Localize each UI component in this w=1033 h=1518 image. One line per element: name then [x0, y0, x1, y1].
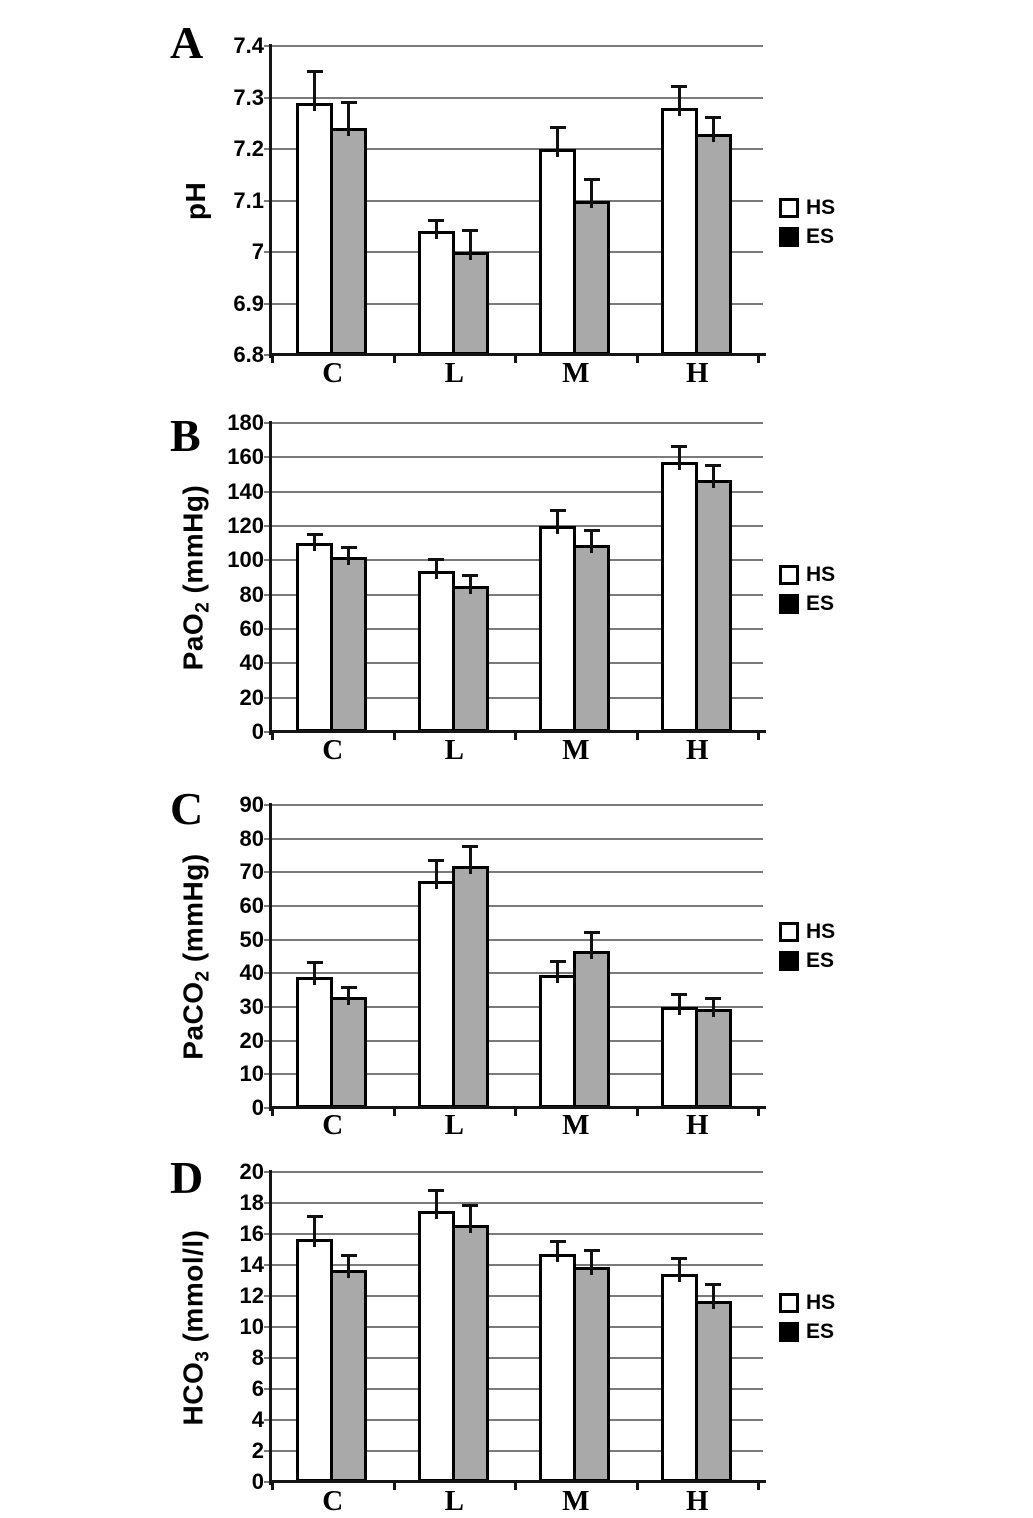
y-axis-label-part: PaCO [177, 981, 209, 1060]
bar-hs-h [661, 108, 698, 355]
x-axis-tick [757, 1482, 760, 1490]
legend-swatch-es [779, 594, 799, 614]
gridline [264, 97, 763, 99]
x-category-label: H [685, 357, 709, 389]
y-tick-label: 20 [239, 1027, 264, 1053]
x-axis-tick [271, 1108, 274, 1116]
bar-hs-m [539, 1254, 576, 1482]
x-category-label: C [322, 734, 344, 766]
bar-es-h [695, 480, 732, 732]
x-axis-line [269, 1106, 766, 1109]
legend-label: ES [806, 949, 835, 972]
bar-es-m [573, 545, 610, 732]
x-axis-tick [393, 1108, 396, 1116]
legend-swatch-hs [779, 198, 799, 218]
error-bar-cap [671, 993, 687, 996]
bar-hs-h [661, 1007, 698, 1108]
y-tick-label: 80 [239, 581, 264, 607]
y-tick-label: 6.8 [233, 342, 264, 367]
gridline [264, 838, 763, 840]
error-bar-cap [307, 533, 323, 536]
gridline [264, 45, 763, 47]
error-bar-stem [313, 72, 316, 111]
bar-es-l [452, 586, 489, 732]
plot-area [272, 1172, 758, 1482]
legend-item [779, 592, 835, 616]
error-bar-cap [550, 126, 566, 129]
error-bar-cap [705, 116, 721, 119]
legend [779, 563, 835, 621]
error-bar-cap [705, 464, 721, 467]
x-axis-tick [514, 1108, 517, 1116]
x-axis-tick [271, 732, 274, 740]
plot-area [272, 805, 758, 1108]
gridline [264, 905, 763, 907]
x-axis-tick [636, 1108, 639, 1116]
error-bar-cap [584, 529, 600, 532]
bar-es-c [330, 557, 367, 732]
y-tick-label: 6 [251, 1376, 264, 1401]
y-tick-label: 40 [239, 650, 264, 676]
x-axis-tick [514, 355, 517, 363]
error-bar-stem [313, 963, 316, 984]
legend-item [779, 1320, 835, 1344]
legend-swatch-es [779, 1322, 799, 1342]
error-bar-stem [469, 576, 472, 594]
bar-es-l [452, 866, 489, 1108]
error-bar-cap [428, 1189, 444, 1192]
bar-hs-l [418, 881, 455, 1108]
legend-swatch-es [779, 951, 799, 971]
x-category-label: C [322, 1485, 344, 1517]
x-axis-tick [636, 355, 639, 363]
error-bar-cap [705, 1283, 721, 1286]
y-tick-label: 0 [251, 1095, 264, 1120]
x-axis-tick [757, 732, 760, 740]
error-bar-stem [712, 466, 715, 488]
bar-hs-h [661, 462, 698, 732]
legend-item [779, 1291, 835, 1315]
bar-hs-c [296, 977, 333, 1108]
error-bar-stem [469, 847, 472, 874]
error-bar-stem [678, 995, 681, 1015]
gridline [264, 1233, 763, 1235]
error-bar-stem [678, 1259, 681, 1283]
legend-item [779, 563, 835, 587]
y-tick-label: 80 [239, 825, 264, 851]
error-bar-cap [428, 558, 444, 561]
bar-es-c [330, 997, 367, 1108]
bar-hs-l [418, 1211, 455, 1482]
y-tick-label: 7.2 [233, 136, 264, 161]
bar-es-m [573, 201, 610, 356]
bar-hs-m [539, 149, 576, 355]
y-tick-label: 10 [239, 1061, 264, 1087]
bar-es-c [330, 1270, 367, 1482]
bar-es-h [695, 1009, 732, 1108]
y-tick-label: 10 [239, 1314, 264, 1339]
error-bar-cap [671, 1257, 687, 1260]
y-axis-line [269, 803, 272, 1111]
y-tick-label: 50 [239, 926, 264, 952]
x-axis-tick [757, 1108, 760, 1116]
legend [779, 196, 835, 254]
panel-a [0, 0, 1033, 389]
panel-c [0, 758, 1033, 1141]
y-tick-label: 7 [251, 239, 264, 264]
panel-d [0, 1137, 1033, 1516]
error-bar-cap [341, 986, 357, 989]
legend-item [779, 196, 835, 220]
x-axis-tick [514, 732, 517, 740]
error-bar-stem [712, 999, 715, 1017]
y-tick-label: 120 [227, 513, 264, 538]
panel-letter: B [170, 410, 201, 461]
y-tick-label: 4 [251, 1407, 264, 1432]
error-bar-cap [705, 997, 721, 1000]
y-axis-label-part: (mmHg) [177, 853, 209, 971]
x-axis-tick [514, 1482, 517, 1490]
error-bar-stem [678, 447, 681, 470]
error-bar-cap [307, 1215, 323, 1218]
y-tick-label: 100 [227, 547, 264, 573]
error-bar-stem [556, 1242, 559, 1262]
x-axis-tick [393, 355, 396, 363]
error-bar-stem [678, 87, 681, 116]
x-category-label: H [685, 734, 709, 766]
bar-hs-c [296, 103, 333, 355]
error-bar-cap [428, 219, 444, 222]
error-bar-stem [590, 531, 593, 553]
error-bar-stem [347, 103, 350, 137]
gridline [264, 1202, 763, 1204]
y-axis-label-part: HCO [177, 1361, 209, 1425]
x-axis-tick [393, 1482, 396, 1490]
x-axis-line [269, 353, 766, 356]
error-bar-cap [341, 101, 357, 104]
error-bar-stem [347, 1256, 350, 1278]
x-category-label: C [322, 1109, 344, 1141]
y-axis-label-part: pH [179, 181, 211, 220]
y-tick-label: 60 [239, 616, 264, 641]
bar-es-m [573, 951, 610, 1108]
panel-letter: C [170, 783, 204, 834]
y-tick-label: 12 [239, 1283, 264, 1308]
legend-item [779, 920, 835, 944]
error-bar-cap [550, 1240, 566, 1243]
x-axis-line [269, 730, 766, 733]
gridline [264, 1171, 763, 1173]
x-category-label: L [444, 1109, 464, 1141]
error-bar-stem [469, 231, 472, 260]
y-tick-label: 30 [239, 994, 264, 1019]
error-bar-stem [590, 180, 593, 209]
bar-hs-l [418, 231, 455, 355]
x-category-label: M [562, 357, 590, 389]
legend-label: ES [806, 225, 835, 248]
y-axis-line [269, 421, 272, 735]
legend-label: HS [806, 563, 836, 586]
y-tick-label: 0 [251, 719, 264, 744]
y-tick-label: 40 [239, 960, 264, 986]
y-tick-label: 7.4 [233, 33, 264, 58]
error-bar-cap [671, 445, 687, 448]
bar-es-l [452, 252, 489, 355]
panel-letter: A [170, 17, 204, 68]
error-bar-cap [550, 960, 566, 963]
bar-es-c [330, 128, 367, 355]
y-axis-label-part: 3 [192, 1350, 214, 1362]
error-bar-cap [307, 70, 323, 73]
x-axis-tick [271, 1482, 274, 1490]
legend-label: HS [806, 920, 836, 943]
y-tick-label: 140 [227, 478, 264, 504]
x-axis-tick [757, 355, 760, 363]
error-bar-cap [584, 931, 600, 934]
legend-item [779, 949, 835, 973]
x-axis-tick [636, 1482, 639, 1490]
y-tick-label: 60 [239, 893, 264, 918]
error-bar-stem [469, 1206, 472, 1233]
gridline [264, 939, 763, 941]
x-axis-tick [271, 355, 274, 363]
y-tick-label: 8 [251, 1345, 264, 1370]
legend-swatch-hs [779, 1293, 799, 1313]
bar-hs-m [539, 975, 576, 1108]
x-category-label: H [685, 1109, 709, 1141]
y-tick-label: 16 [239, 1221, 264, 1246]
panel-b [0, 379, 1033, 766]
legend-label: HS [806, 1291, 836, 1314]
y-axis-label-part: PaO [177, 612, 209, 671]
error-bar-stem [556, 962, 559, 983]
panel-letter: D [170, 1152, 204, 1203]
error-bar-stem [435, 560, 438, 578]
bar-hs-l [418, 571, 455, 732]
gridline [264, 422, 763, 424]
error-bar-cap [462, 845, 478, 848]
legend [779, 1291, 835, 1349]
error-bar-cap [584, 178, 600, 181]
legend-swatch-hs [779, 922, 799, 942]
legend [779, 920, 835, 978]
y-axis-label-part: (mmol/l) [177, 1229, 209, 1351]
y-tick-label: 7.3 [233, 84, 264, 110]
error-bar-stem [435, 221, 438, 239]
y-tick-label: 7.1 [233, 187, 264, 213]
error-bar-stem [313, 1217, 316, 1247]
legend-swatch-es [779, 227, 799, 247]
y-axis-line [269, 1170, 272, 1485]
error-bar-stem [590, 1251, 593, 1275]
x-category-label: L [444, 734, 464, 766]
error-bar-cap [462, 574, 478, 577]
x-axis-tick [393, 732, 396, 740]
y-tick-label: 2 [251, 1438, 264, 1463]
legend-item [779, 225, 835, 249]
bar-es-h [695, 1301, 732, 1482]
error-bar-stem [435, 861, 438, 889]
error-bar-stem [347, 988, 350, 1004]
legend-label: ES [806, 1320, 835, 1343]
error-bar-cap [584, 1249, 600, 1252]
error-bar-stem [313, 535, 316, 552]
gridline [264, 1264, 763, 1266]
y-tick-label: 70 [239, 859, 264, 885]
gridline [264, 972, 763, 974]
error-bar-cap [341, 1254, 357, 1257]
y-tick-label: 180 [227, 410, 264, 435]
gridline [264, 456, 763, 458]
y-tick-label: 18 [239, 1190, 264, 1215]
y-axis-label-part: 2 [192, 601, 214, 613]
y-tick-label: 14 [239, 1252, 264, 1277]
x-axis-line [269, 1480, 766, 1483]
gridline [264, 871, 763, 873]
error-bar-cap [341, 546, 357, 549]
legend-label: HS [806, 196, 836, 219]
error-bar-stem [556, 128, 559, 157]
error-bar-stem [556, 511, 559, 534]
x-category-label: M [562, 734, 590, 766]
y-tick-label: 6.9 [233, 290, 264, 316]
plot-area [272, 46, 758, 355]
x-category-label: L [444, 1485, 464, 1517]
bar-es-h [695, 134, 732, 355]
y-tick-label: 90 [239, 792, 264, 817]
error-bar-stem [435, 1191, 438, 1219]
error-bar-stem [712, 118, 715, 141]
y-axis-label-part: (mmHg) [177, 484, 209, 602]
legend-label: ES [806, 592, 835, 615]
error-bar-cap [307, 961, 323, 964]
bar-hs-c [296, 543, 333, 732]
error-bar-cap [462, 229, 478, 232]
error-bar-cap [671, 85, 687, 88]
error-bar-cap [550, 509, 566, 512]
error-bar-stem [590, 933, 593, 960]
legend-swatch-hs [779, 565, 799, 585]
y-tick-label: 160 [227, 444, 264, 470]
error-bar-cap [462, 1204, 478, 1207]
x-category-label: C [322, 357, 344, 389]
error-bar-cap [428, 859, 444, 862]
x-category-label: L [444, 357, 464, 389]
bar-hs-c [296, 1239, 333, 1482]
x-category-label: M [562, 1109, 590, 1141]
error-bar-stem [347, 548, 350, 565]
y-axis-line [269, 44, 272, 358]
x-category-label: M [562, 1485, 590, 1517]
gridline [264, 804, 763, 806]
x-axis-tick [636, 732, 639, 740]
bar-es-l [452, 1225, 489, 1482]
error-bar-stem [712, 1285, 715, 1309]
plot-area [272, 423, 758, 732]
y-tick-label: 0 [251, 1469, 264, 1494]
bar-es-m [573, 1267, 610, 1482]
x-category-label: H [685, 1485, 709, 1517]
bar-hs-h [661, 1274, 698, 1482]
y-tick-label: 20 [239, 1159, 264, 1184]
bar-hs-m [539, 526, 576, 732]
y-tick-label: 20 [239, 684, 264, 710]
y-axis-label-part: 2 [192, 970, 214, 982]
